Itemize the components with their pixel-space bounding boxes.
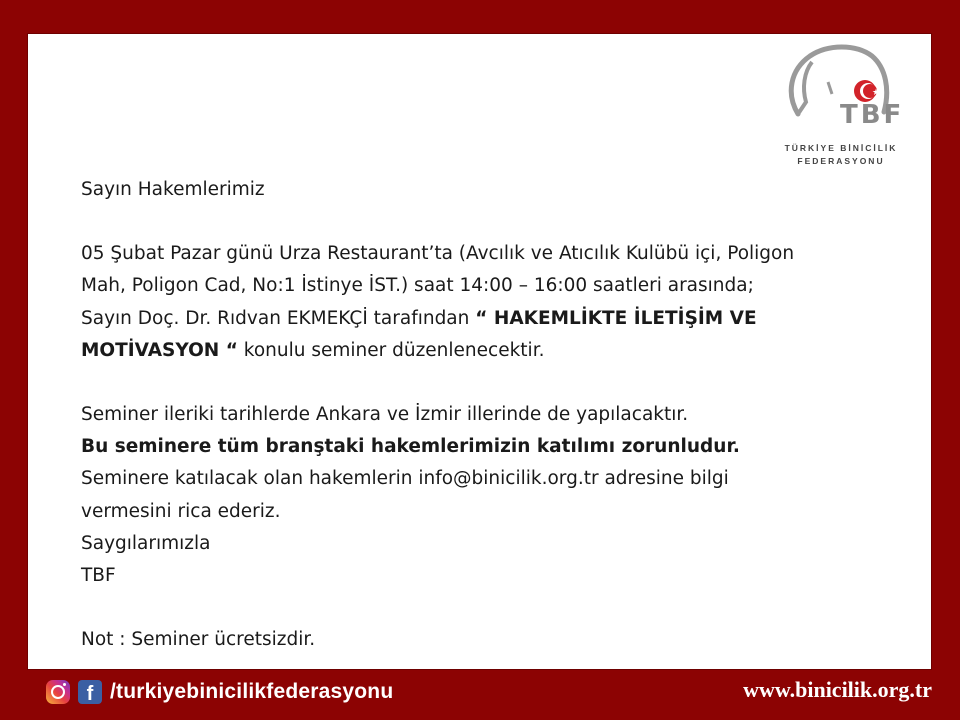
logo-initials: TBF xyxy=(840,100,905,130)
para2-line1: Seminer ileriki tarihlerde Ankara ve İzmir illerinde de yapılacaktır. xyxy=(81,404,689,426)
greeting: Sayın Hakemlerimiz xyxy=(81,179,265,200)
note: Not : Seminer ücretsizdir. xyxy=(81,629,316,651)
para2-line3: Seminere katılacak olan hakemlerin info@binicilik.org.tr adresine bilgi xyxy=(81,468,729,490)
letter-card xyxy=(28,34,931,669)
closing: Saygılarımızla xyxy=(81,532,211,554)
social-handle[interactable]: /turkiyebinicilikfederasyonu xyxy=(110,680,394,703)
para2-line4: vermesini rica ederiz. xyxy=(81,500,281,522)
mandatory-notice: Bu seminere tüm branştaki hakemlerimizin katılımı zorunludur. xyxy=(81,436,740,458)
website-link[interactable]: www.binicilik.org.tr xyxy=(743,677,932,702)
signature: TBF xyxy=(81,565,116,587)
para1-line3-text: Sayın Doç. Dr. Rıdvan EKMEKÇİ tarafından xyxy=(81,307,476,329)
svg-text:★: ★ xyxy=(872,88,881,98)
seminar-title-part2: MOTİVASYON “ xyxy=(81,339,238,361)
social-links xyxy=(46,677,393,707)
para1-line2: Mah, Poligon Cad, No:1 İstinye İST.) saat 14:00 – 16:00 saatleri arasında; xyxy=(81,275,754,297)
tbf-logo xyxy=(776,42,906,172)
logo-caption-line2: FEDERASYONU xyxy=(797,156,885,166)
para1-line3 xyxy=(81,303,911,335)
para1-line4 xyxy=(81,335,911,367)
instagram-icon[interactable] xyxy=(46,680,70,704)
logo-caption xyxy=(776,142,906,168)
letter-body xyxy=(81,174,911,656)
para1-line4-text: konulu seminer düzenlenecektir. xyxy=(237,339,545,361)
para1-line1: 05 Şubat Pazar günü Urza Restaurant’ta (Avcılık ve Atıcılık Kulübü içi, Poligon xyxy=(81,243,795,265)
facebook-icon[interactable]: f xyxy=(78,680,102,704)
seminar-title-part1: “ HAKEMLİKTE İLETİŞİM VE xyxy=(475,307,757,329)
footer-bar xyxy=(0,669,960,720)
logo-caption-line1: TÜRKİYE BİNİCİLİK xyxy=(784,143,898,153)
